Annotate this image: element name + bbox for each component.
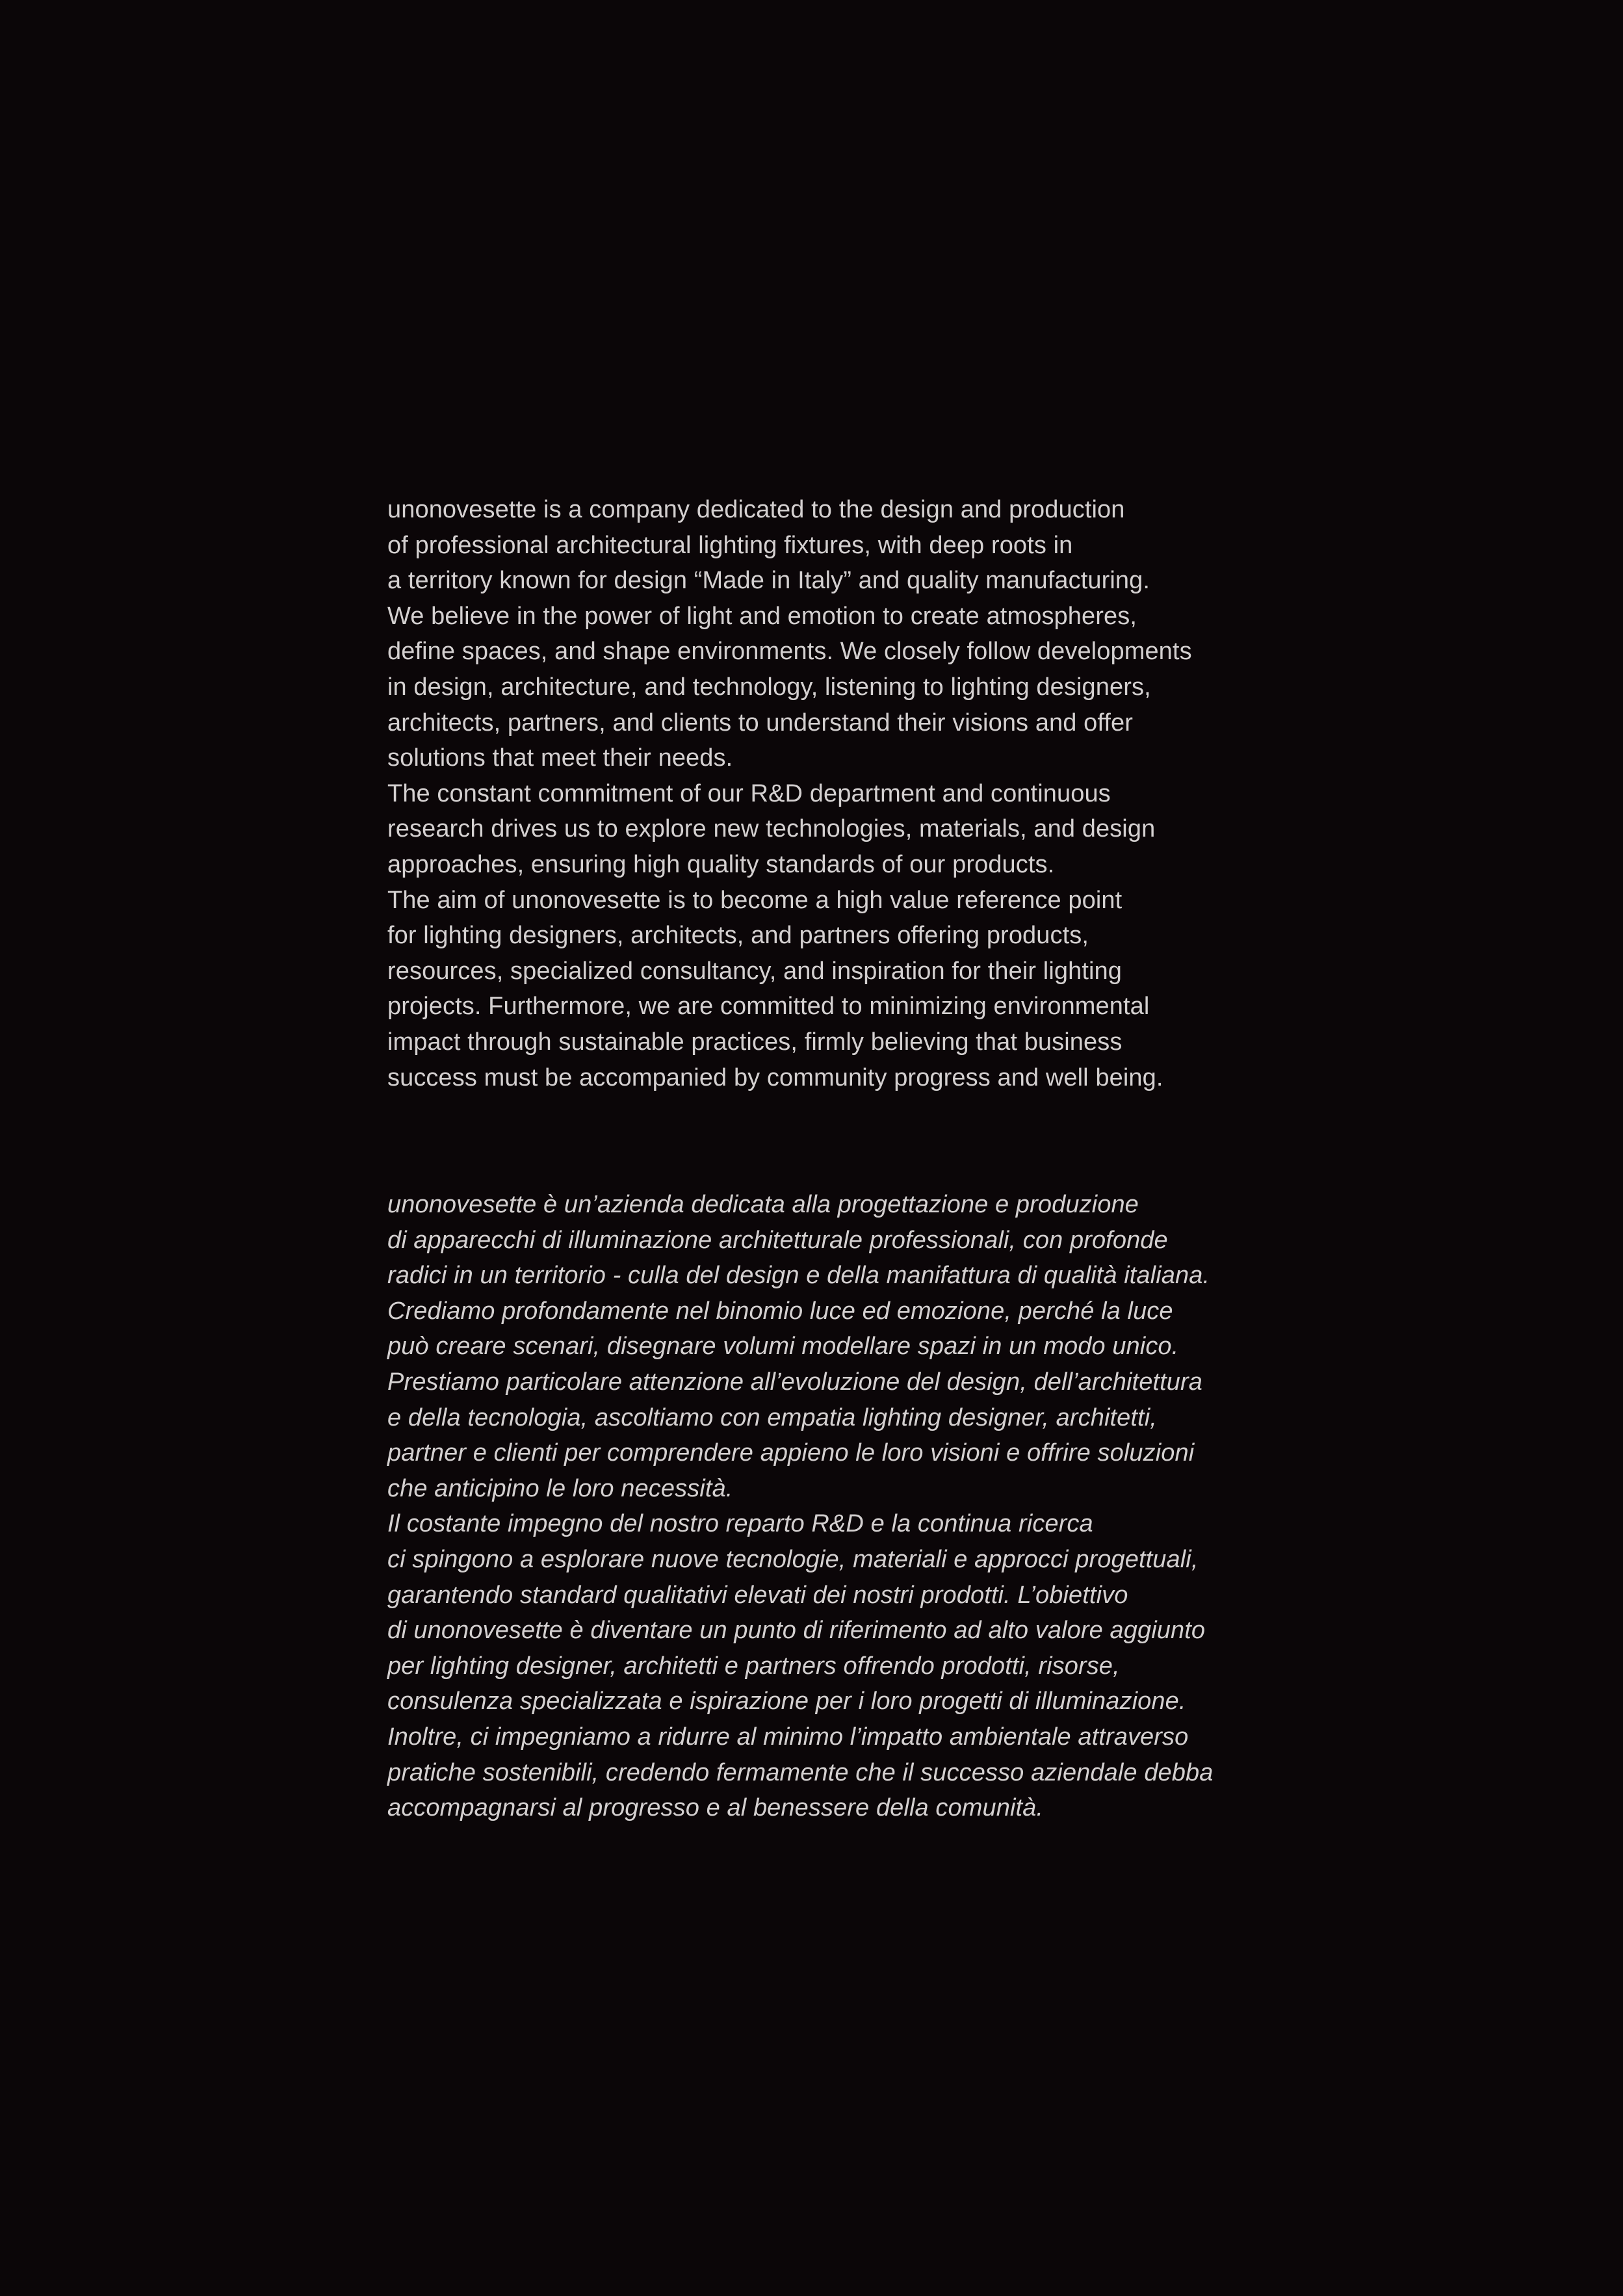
italian-line: Crediamo profondamente nel binomio luce ed emozione, perché la luce xyxy=(387,1297,1173,1325)
english-description xyxy=(387,492,1362,1095)
italian-line: garantendo standard qualitativi elevati dei nostri prodotti. L’obiettivo xyxy=(387,1581,1128,1609)
italian-line: per lighting designer, architetti e partners offrendo prodotti, risorse, xyxy=(387,1652,1120,1680)
italian-line: radici in un territorio - culla del design e della manifattura di qualità italiana. xyxy=(387,1262,1210,1290)
english-line: a territory known for design “Made in Italy” and quality manufacturing. xyxy=(387,567,1150,595)
italian-line: Il costante impegno del nostro reparto R&D e la continua ricerca xyxy=(387,1510,1093,1538)
italian-line: accompagnarsi al progresso e al benessere della comunità. xyxy=(387,1794,1044,1822)
english-line: research drives us to explore new technologies, materials, and design xyxy=(387,815,1156,843)
english-line: for lighting designers, architects, and partners offering products, xyxy=(387,922,1089,950)
english-line: The aim of unonovesette is to become a high value reference point xyxy=(387,886,1123,914)
english-line: solutions that meet their needs. xyxy=(387,744,733,772)
english-line: We believe in the power of light and emotion to create atmospheres, xyxy=(387,602,1137,630)
italian-line: di unonovesette è diventare un punto di riferimento ad alto valore aggiunto xyxy=(387,1617,1206,1645)
english-line: resources, specialized consultancy, and inspiration for their lighting xyxy=(387,957,1123,985)
english-line: define spaces, and shape environments. We closely follow developments xyxy=(387,638,1192,666)
english-line: architects, partners, and clients to understand their visions and offer xyxy=(387,709,1134,737)
italian-line: che anticipino le loro necessità. xyxy=(387,1474,733,1502)
english-line: in design, architecture, and technology, listening to lighting designers, xyxy=(387,673,1151,701)
italian-line: Prestiamo particolare attenzione all’evoluzione del design, dell’architettura xyxy=(387,1368,1202,1396)
english-line: unonovesette is a company dedicated to the design and production xyxy=(387,496,1125,523)
english-line: projects. Furthermore, we are committed to minimizing environmental xyxy=(387,993,1150,1021)
italian-line: pratiche sostenibili, credendo fermamente che il successo aziendale debba xyxy=(387,1758,1214,1786)
english-line: success must be accompanied by community progress and well being. xyxy=(387,1063,1163,1091)
italian-line: ci spingono a esplorare nuove tecnologie, materiali e approcci progettuali, xyxy=(387,1545,1199,1573)
italian-line: di apparecchi di illuminazione architetturale professionali, con profonde xyxy=(387,1226,1168,1254)
italian-line: partner e clienti per comprendere appieno le loro visioni e offrire soluzioni xyxy=(387,1439,1195,1467)
italian-line: unonovesette è un’azienda dedicata alla progettazione e produzione xyxy=(387,1191,1139,1218)
english-line: approaches, ensuring high quality standards of our products. xyxy=(387,850,1055,878)
italian-line: consulenza specializzata e ispirazione per i loro progetti di illuminazione. xyxy=(387,1688,1186,1715)
english-line: impact through sustainable practices, firmly believing that business xyxy=(387,1028,1123,1056)
english-line: of professional architectural lighting fixtures, with deep roots in xyxy=(387,531,1073,559)
italian-line: e della tecnologia, ascoltiamo con empatia lighting designer, architetti, xyxy=(387,1403,1157,1431)
italian-line: può creare scenari, disegnare volumi modellare spazi in un modo unico. xyxy=(387,1333,1179,1361)
english-line: The constant commitment of our R&D department and continuous xyxy=(387,779,1111,807)
italian-line: Inoltre, ci impegniamo a ridurre al minimo l’impatto ambientale attraverso xyxy=(387,1723,1189,1751)
italian-description xyxy=(387,1187,1362,1826)
